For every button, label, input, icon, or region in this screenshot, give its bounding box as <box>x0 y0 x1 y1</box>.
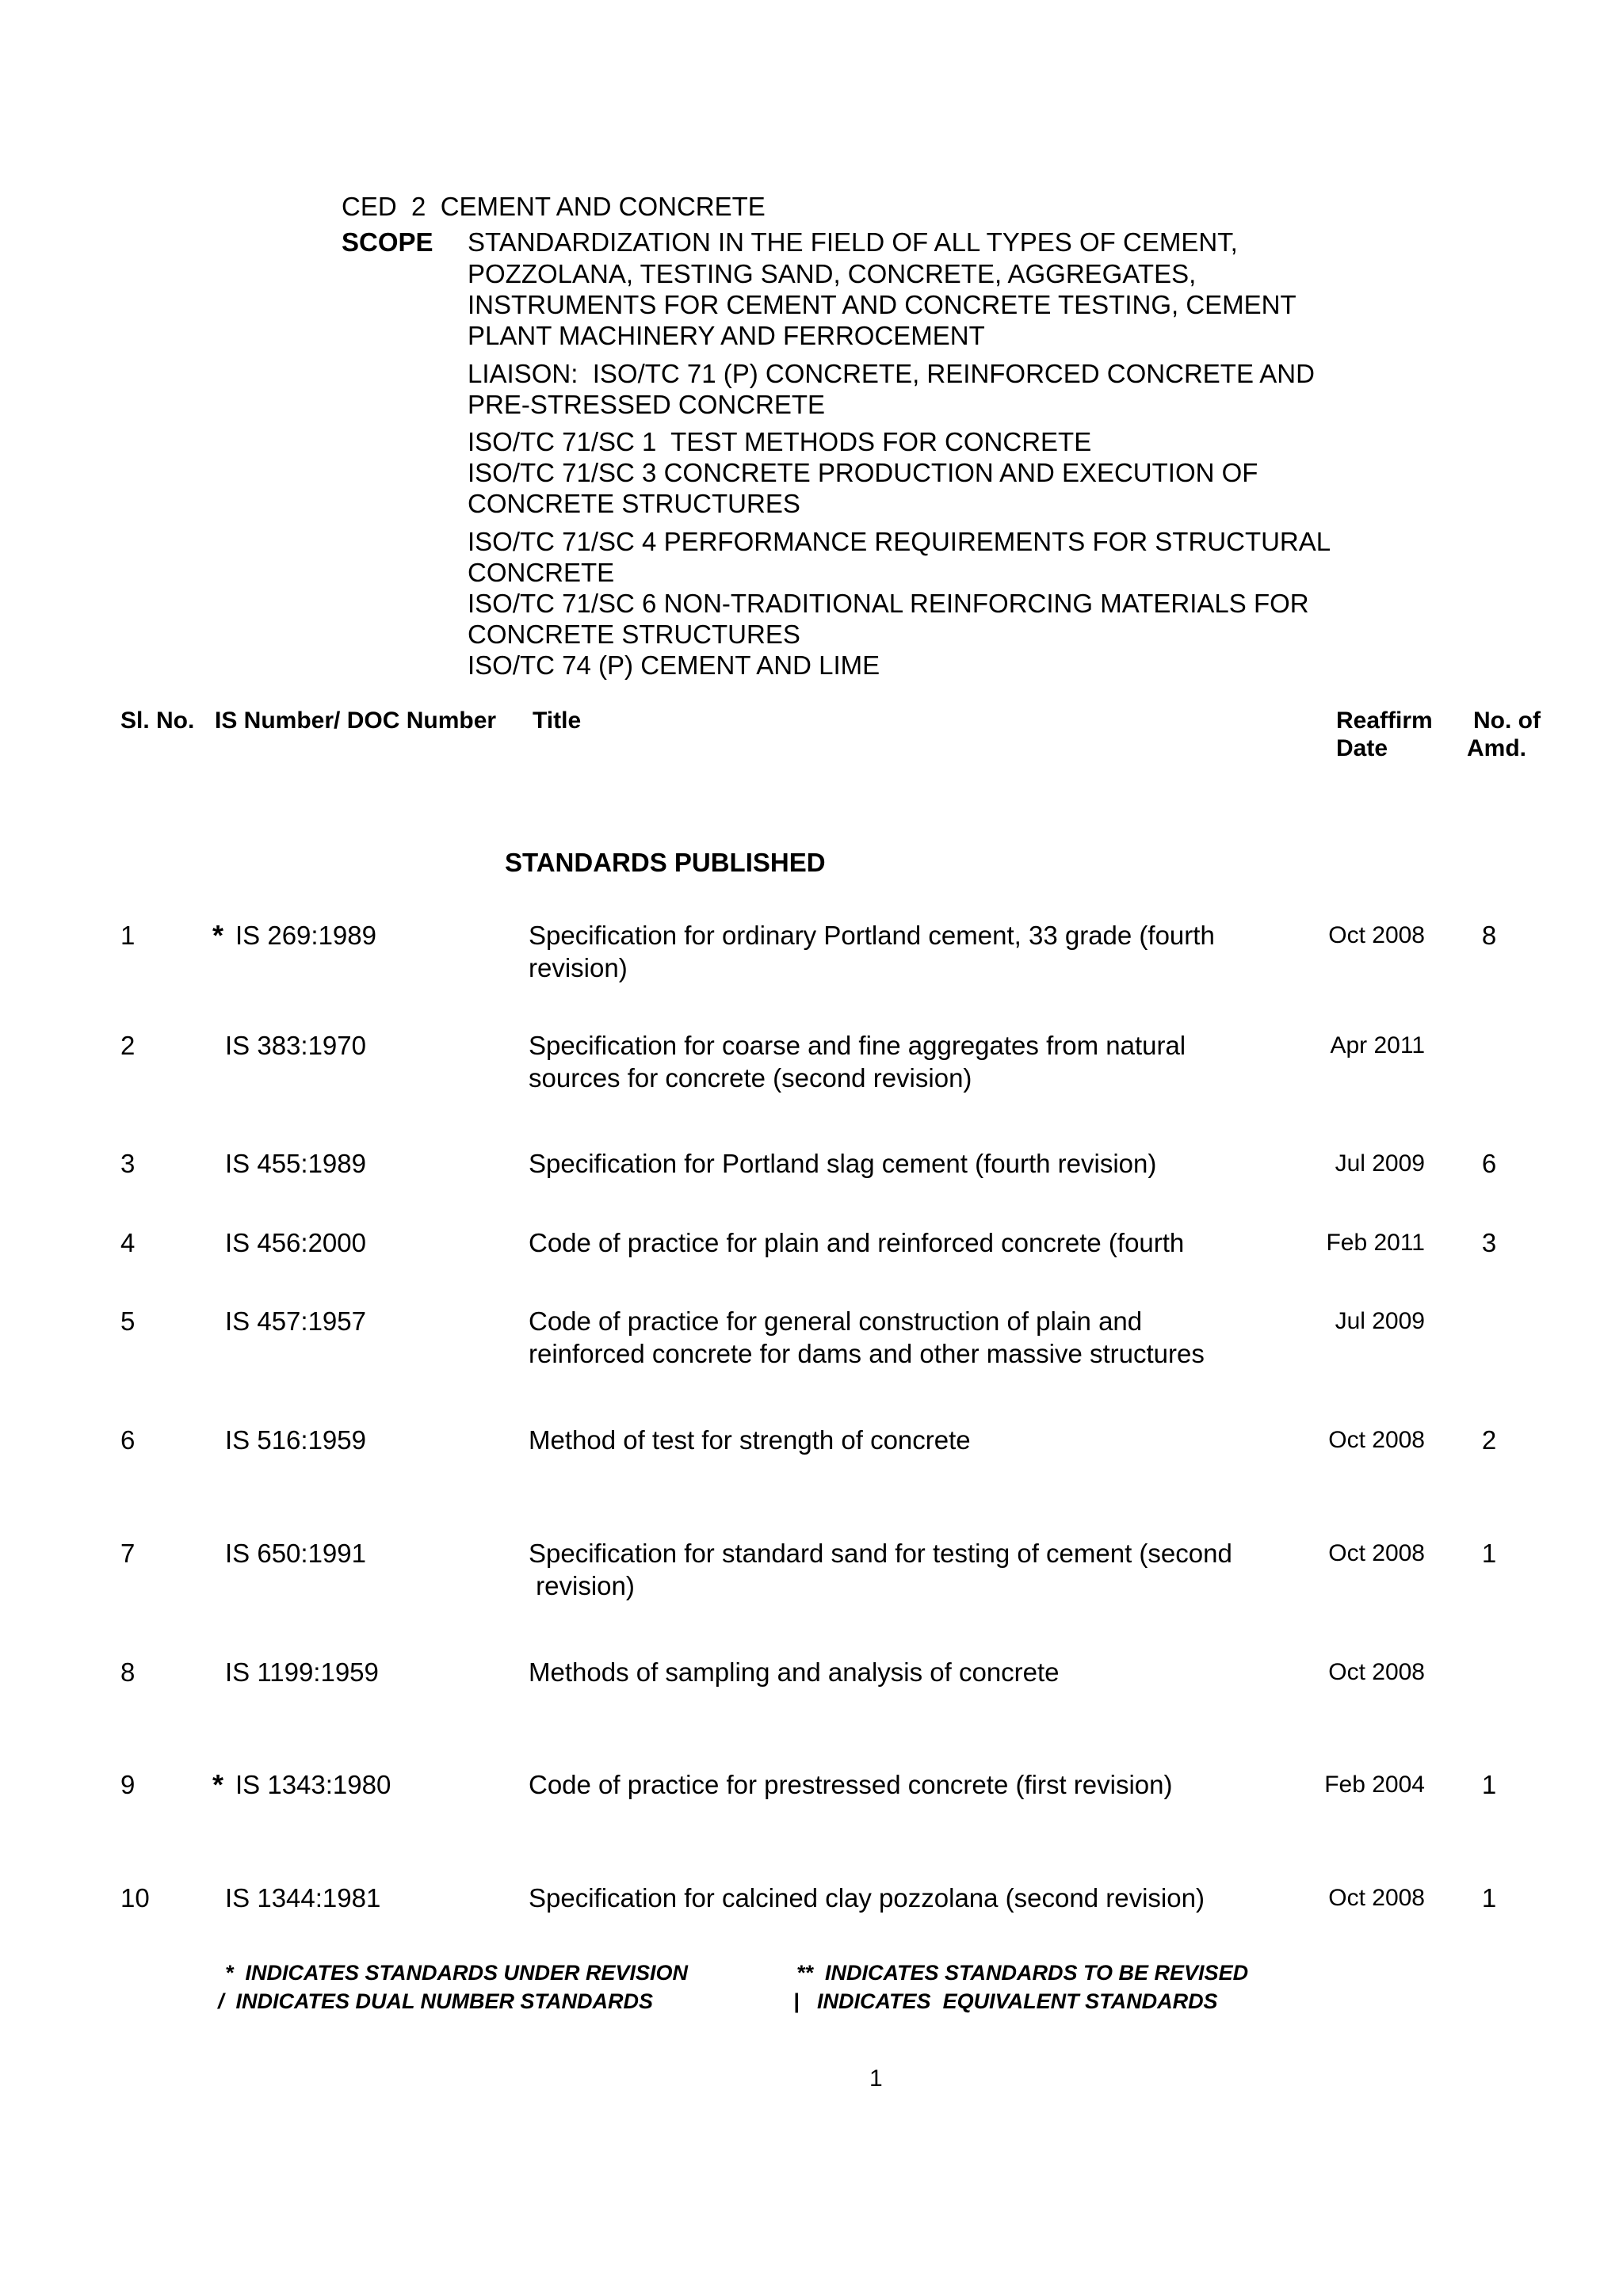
under-revision-marker: * <box>212 919 224 952</box>
liaison-line: ISO/TC 74 (P) CEMENT AND LIME <box>468 650 880 680</box>
scope-line: PLANT MACHINERY AND FERROCEMENT <box>468 321 985 350</box>
header-amendments-short: Amd. <box>1467 735 1526 761</box>
section-heading: STANDARDS PUBLISHED <box>505 848 826 877</box>
row-title: Code of practice for general construction of plain and <box>529 1306 1143 1336</box>
legend-dual-number: / INDICATES DUAL NUMBER STANDARDS <box>218 1989 654 2013</box>
table-row <box>0 1227 1623 1294</box>
row-title: Specification for ordinary Portland cement, 33 grade (fourth <box>529 921 1215 950</box>
row-title: Specification for calcined clay pozzolana (second revision) <box>529 1883 1205 1913</box>
row-title-continued: revision) <box>529 953 628 982</box>
liaison-line: ISO/TC 71/SC 1 TEST METHODS FOR CONCRETE <box>468 427 1092 456</box>
row-reaffirm-date: Feb 2004 <box>1324 1772 1425 1798</box>
row-reaffirm-date: Oct 2008 <box>1328 1427 1425 1453</box>
row-title: Code of practice for prestressed concrete (first revision) <box>529 1770 1173 1799</box>
row-is-number: IS 383:1970 <box>225 1031 366 1060</box>
liaison-line: CONCRETE STRUCTURES <box>468 620 800 649</box>
legend-equivalent: | INDICATES EQUIVALENT STANDARDS <box>793 1989 1218 2013</box>
row-title: Specification for standard sand for testing of cement (second <box>529 1539 1232 1568</box>
table-row <box>0 1538 1623 1604</box>
row-is-number: IS 516:1959 <box>225 1425 366 1455</box>
scope-line: STANDARDIZATION IN THE FIELD OF ALL TYPES OF CEMENT, <box>468 227 1238 257</box>
row-amendments: 3 <box>1481 1228 1497 1257</box>
row-reaffirm-date: Oct 2008 <box>1328 922 1425 948</box>
table-row <box>0 1425 1623 1491</box>
row-reaffirm-date: Jul 2009 <box>1335 1308 1425 1334</box>
row-title: Specification for coarse and fine aggregates from natural <box>529 1031 1186 1060</box>
row-sl-no: 4 <box>120 1228 136 1257</box>
row-is-number: IS 1199:1959 <box>225 1657 379 1687</box>
row-sl-no: 9 <box>120 1770 136 1799</box>
liaison-line: ISO/TC 71/SC 3 CONCRETE PRODUCTION AND EXECUTION OF <box>468 458 1258 487</box>
row-reaffirm-date: Apr 2011 <box>1330 1032 1425 1058</box>
liaison-line: ISO/TC 71/SC 6 NON-TRADITIONAL REINFORCING MATERIALS FOR <box>468 589 1309 618</box>
liaison-line: CONCRETE <box>468 558 615 587</box>
scope-line: POZZOLANA, TESTING SAND, CONCRETE, AGGREGATES, <box>468 259 1197 288</box>
row-title: Specification for Portland slag cement (fourth revision) <box>529 1149 1157 1178</box>
table-row <box>0 1306 1623 1372</box>
table-row <box>0 920 1623 986</box>
row-reaffirm-date: Jul 2009 <box>1335 1150 1425 1177</box>
header-amendments: No. of <box>1473 707 1541 734</box>
committee-heading: CED 2 CEMENT AND CONCRETE <box>342 192 766 221</box>
row-sl-no: 6 <box>120 1425 136 1455</box>
row-amendments: 1 <box>1481 1770 1497 1799</box>
row-sl-no: 5 <box>120 1306 136 1336</box>
liaison-line: ISO/TC 71/SC 4 PERFORMANCE REQUIREMENTS FOR STRUCTURAL <box>468 527 1331 556</box>
legend-under-revision: * INDICATES STANDARDS UNDER REVISION <box>225 1961 689 1985</box>
row-title: Method of test for strength of concrete <box>529 1425 971 1455</box>
row-amendments: 1 <box>1481 1539 1497 1568</box>
row-sl-no: 8 <box>120 1657 136 1687</box>
header-sl-no: Sl. No. <box>120 707 195 734</box>
row-is-number: IS 1344:1981 <box>225 1883 381 1913</box>
liaison-line: PRE-STRESSED CONCRETE <box>468 390 826 419</box>
row-amendments: 2 <box>1481 1425 1497 1455</box>
row-amendments: 6 <box>1481 1149 1497 1178</box>
header-title: Title <box>533 707 582 734</box>
row-title-continued: revision) <box>529 1571 635 1600</box>
liaison-line: LIAISON: ISO/TC 71 (P) CONCRETE, REINFORCED CONCRETE AND <box>468 359 1315 388</box>
header-reaffirm: Reaffirm <box>1336 707 1433 734</box>
under-revision-marker: * <box>212 1768 224 1801</box>
row-reaffirm-date: Feb 2011 <box>1326 1230 1425 1256</box>
row-is-number: IS 650:1991 <box>225 1539 366 1568</box>
table-row <box>0 1030 1623 1097</box>
row-reaffirm-date: Oct 2008 <box>1328 1885 1425 1911</box>
liaison-line: CONCRETE STRUCTURES <box>468 489 800 518</box>
table-row <box>0 1657 1623 1723</box>
row-reaffirm-date: Oct 2008 <box>1328 1540 1425 1566</box>
row-is-number: IS 1343:1980 <box>235 1770 391 1799</box>
row-amendments: 1 <box>1481 1883 1497 1913</box>
row-sl-no: 10 <box>120 1883 150 1913</box>
row-title: Methods of sampling and analysis of concrete <box>529 1657 1060 1687</box>
row-title-continued: sources for concrete (second revision) <box>529 1063 972 1093</box>
page-number: 1 <box>869 2065 883 2092</box>
row-is-number: IS 455:1989 <box>225 1149 366 1178</box>
row-sl-no: 7 <box>120 1539 136 1568</box>
table-row <box>0 1148 1623 1215</box>
row-reaffirm-date: Oct 2008 <box>1328 1659 1425 1685</box>
header-reaffirm-date: Date <box>1336 735 1388 761</box>
scope-label: SCOPE <box>342 227 433 257</box>
row-amendments: 8 <box>1481 921 1497 950</box>
table-row <box>0 1769 1623 1836</box>
table-row <box>0 1882 1623 1949</box>
row-is-number: IS 456:2000 <box>225 1228 366 1257</box>
row-title: Code of practice for plain and reinforced concrete (fourth <box>529 1228 1185 1257</box>
row-title-continued: reinforced concrete for dams and other massive structures <box>529 1339 1205 1368</box>
row-sl-no: 3 <box>120 1149 136 1178</box>
scope-line: INSTRUMENTS FOR CEMENT AND CONCRETE TESTING, CEMENT <box>468 290 1296 319</box>
header-is-number: IS Number/ DOC Number <box>215 707 497 734</box>
row-sl-no: 1 <box>120 921 136 950</box>
row-is-number: IS 269:1989 <box>235 921 376 950</box>
row-sl-no: 2 <box>120 1031 136 1060</box>
legend-to-be-revised: ** INDICATES STANDARDS TO BE REVISED <box>796 1961 1249 1985</box>
row-is-number: IS 457:1957 <box>225 1306 366 1336</box>
